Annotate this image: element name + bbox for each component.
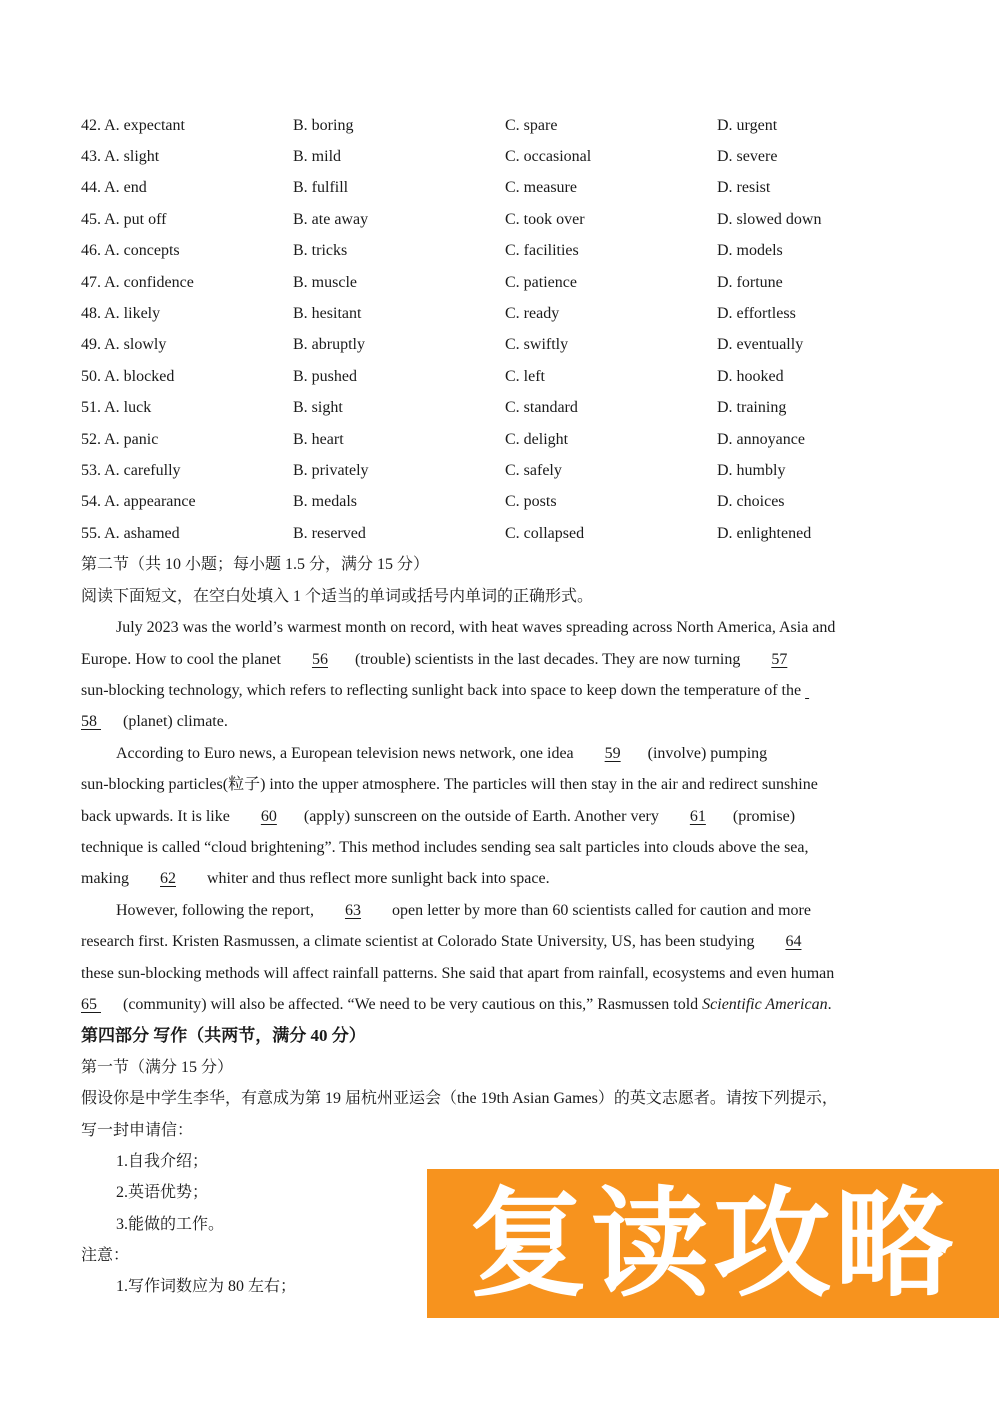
option-c: C. occasional [505, 148, 592, 166]
option-c: C. left [505, 367, 545, 385]
note-item: 1.写作词数应为 80 左右； [116, 1278, 297, 1296]
passage-line: Europe. How to cool the planet 56 (trouble) scientists in the last decades. They are now turning 57 [81, 644, 911, 675]
option-d: D. models [717, 242, 783, 260]
option-a: 49. A. slowly [81, 336, 167, 354]
watermark-text: 复读攻略 [468, 1174, 957, 1313]
passage-line: technique is called “cloud brightening”. This method includes sending sea salt particles into clouds above the sea, [81, 838, 809, 856]
passage-line: making 62 whiter and thus reflect more sunlight back into space. [81, 863, 911, 894]
option-a: 43. A. slight [81, 148, 160, 166]
option-b: B. hesitant [293, 305, 362, 323]
option-row [81, 330, 911, 361]
option-row [81, 173, 911, 204]
option-d: D. resist [717, 179, 771, 197]
blank-65: 65 [81, 995, 97, 1013]
option-a: 48. A. likely [81, 305, 161, 323]
option-a: 50. A. blocked [81, 367, 175, 385]
option-a: 44. A. end [81, 179, 147, 197]
option-b: B. medals [293, 493, 357, 511]
option-a: 51. A. luck [81, 399, 152, 417]
option-row [81, 267, 911, 298]
option-d: D. humbly [717, 461, 786, 479]
option-c: C. collapsed [505, 524, 585, 542]
option-b: B. abruptly [293, 336, 365, 354]
task-line: 写一封申请信： [81, 1121, 194, 1139]
blank-64: 64 [785, 933, 802, 951]
option-c: C. spare [505, 116, 558, 134]
option-d: D. slowed down [717, 210, 822, 228]
option-a: 53. A. carefully [81, 461, 181, 479]
option-row [81, 236, 911, 267]
passage-line: However, following the report, 63 open letter by more than 60 scientists called for caution and more [81, 895, 911, 926]
option-d: D. training [717, 399, 787, 417]
option-d: D. enlightened [717, 524, 812, 542]
note-label: 注意： [81, 1247, 130, 1265]
option-b: B. pushed [293, 367, 357, 385]
passage-line: research first. Kristen Rasmussen, a climate scientist at Colorado State University, US, has been studying 64 [81, 926, 911, 957]
option-row [81, 518, 911, 549]
option-b: B. tricks [293, 242, 348, 260]
option-a: 54. A. appearance [81, 493, 196, 511]
task-point: 3.能做的工作。 [116, 1215, 225, 1233]
blank-63: 63 [344, 901, 361, 919]
option-b: B. ate away [293, 210, 369, 228]
option-c: C. delight [505, 430, 569, 448]
option-b: B. fulfill [293, 179, 349, 197]
option-c: C. took over [505, 210, 585, 228]
passage-line: sun-blocking technology, which refers to reflecting sunlight back into space to keep down the temperature of the [81, 682, 806, 700]
option-row [81, 424, 911, 455]
part4-subheading: 第一节（满分 15 分） [81, 1058, 234, 1076]
blank-57: 57 [771, 650, 788, 668]
part4-heading: 第四部分 写作（共两节，满分 40 分） [81, 1026, 366, 1046]
option-b: B. mild [293, 148, 342, 166]
task-line: 假设你是中学生李华，有意成为第 19 届杭州亚运会（the 19th Asian Games）的英文志愿者。请按下列提示， [81, 1090, 838, 1108]
option-row [81, 393, 911, 424]
option-a: 46. A. concepts [81, 242, 180, 260]
section2-instruction: 阅读下面短文，在空白处填入 1 个适当的单词或括号内单词的正确形式。 [81, 587, 594, 605]
option-a: 45. A. put off [81, 210, 167, 228]
option-c: C. facilities [505, 242, 579, 260]
option-c: C. patience [505, 273, 577, 291]
option-d: D. severe [717, 148, 778, 166]
section2-heading: 第二节（共 10 小题；每小题 1.5 分，满分 15 分） [81, 556, 430, 574]
option-a: 42. A. expectant [81, 116, 185, 134]
option-row [81, 141, 911, 172]
option-a: 52. A. panic [81, 430, 159, 448]
blank-59: 59 [604, 744, 621, 762]
option-a: 55. A. ashamed [81, 524, 180, 542]
option-d: D. effortless [717, 305, 796, 323]
option-c: C. swiftly [505, 336, 569, 354]
passage-line: back upwards. It is like 60 (apply) sunscreen on the outside of Earth. Another very 61 (promise) [81, 801, 911, 832]
passage-line: July 2023 was the world’s warmest month on record, with heat waves spreading across North America, Asia and [116, 619, 836, 637]
blank-58: 58 [81, 713, 97, 731]
option-c: C. ready [505, 305, 560, 323]
option-d: D. choices [717, 493, 785, 511]
option-row [81, 487, 911, 518]
option-d: D. fortune [717, 273, 783, 291]
blank-60: 60 [260, 807, 277, 825]
task-point: 1.自我介绍； [116, 1152, 209, 1170]
option-row [81, 361, 911, 392]
option-b: B. sight [293, 399, 343, 417]
option-d: D. eventually [717, 336, 804, 354]
option-row [81, 110, 911, 141]
option-b: B. reserved [293, 524, 366, 542]
option-c: C. standard [505, 399, 578, 417]
option-row [81, 455, 911, 486]
option-d: D. hooked [717, 367, 784, 385]
blank-62: 62 [160, 870, 176, 888]
passage-line: According to Euro news, a European television news network, one idea 59 (involve) pumping [81, 738, 911, 769]
blank-61: 61 [689, 807, 706, 825]
task-point: 2.英语优势； [116, 1184, 209, 1202]
option-d: D. urgent [717, 116, 778, 134]
passage-line: 58 (planet) climate. [81, 713, 228, 731]
option-b: B. heart [293, 430, 344, 448]
exam-page [81, 110, 911, 1303]
option-row [81, 298, 911, 329]
option-d: D. annoyance [717, 430, 805, 448]
option-c: C. measure [505, 179, 577, 197]
option-b: B. muscle [293, 273, 357, 291]
passage-line: sun-blocking particles(粒子) into the upper atmosphere. The particles will then stay in the air and redirect sunshine [81, 776, 818, 794]
passage-line: 65 (community) will also be affected. “We need to be very cautious on this,” Rasmussen told Scientific American. [81, 995, 832, 1013]
option-c: C. safely [505, 461, 562, 479]
option-b: B. boring [293, 116, 354, 134]
watermark-banner [427, 1169, 999, 1318]
option-b: B. privately [293, 461, 369, 479]
passage-line: these sun-blocking methods will affect rainfall patterns. She said that apart from rainfall, ecosystems and even human [81, 964, 835, 982]
blank-56: 56 [311, 650, 328, 668]
option-c: C. posts [505, 493, 557, 511]
option-a: 47. A. confidence [81, 273, 194, 291]
options-table [81, 110, 911, 549]
option-row [81, 204, 911, 235]
